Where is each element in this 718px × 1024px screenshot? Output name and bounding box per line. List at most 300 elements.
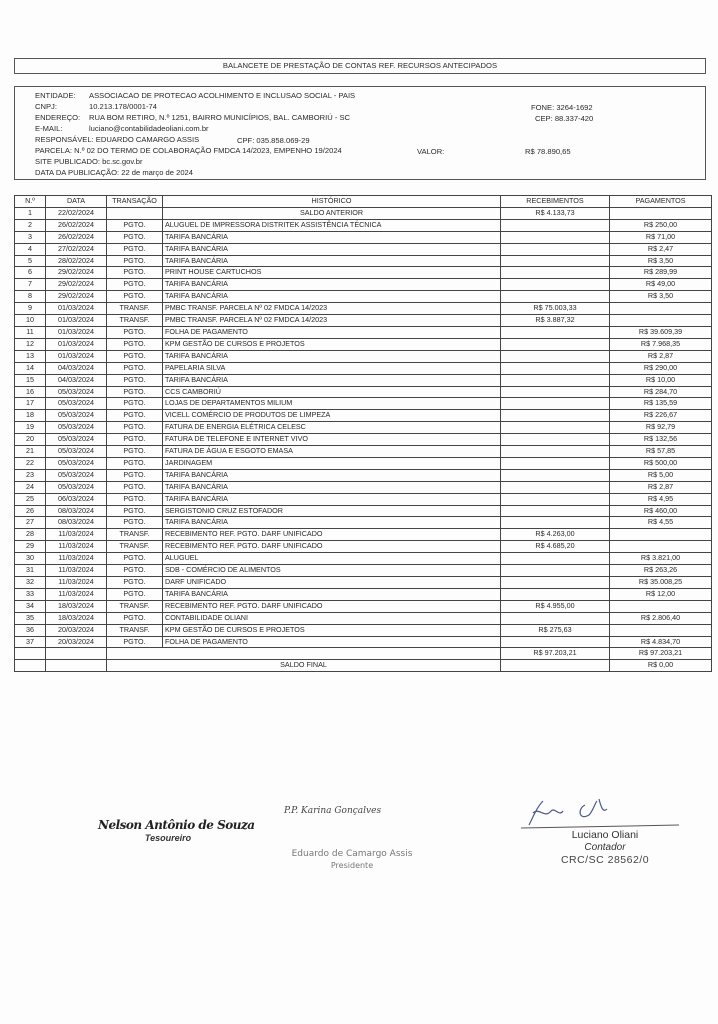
- row-num: 17: [15, 398, 46, 410]
- row-pagamento: R$ 289,99: [610, 267, 712, 279]
- row-historico: KPM GESTÃO DE CURSOS E PROJETOS: [163, 338, 501, 350]
- row-date: 05/03/2024: [46, 398, 107, 410]
- row-pagamento: R$ 35.008,25: [610, 577, 712, 589]
- row-pagamento: [610, 529, 712, 541]
- row-historico: JARDINAGEM: [163, 457, 501, 469]
- row-num: 29: [15, 541, 46, 553]
- responsavel-line: [35, 134, 199, 145]
- row-historico: FATURA DE ENERGIA ELÉTRICA CELESC: [163, 422, 501, 434]
- row-transacao: PGTO.: [107, 493, 163, 505]
- row-historico: VICELL COMÉRCIO DE PRODUTOS DE LIMPEZA: [163, 410, 501, 422]
- row-historico: TARIFA BANCÁRIA: [163, 279, 501, 291]
- row-recebimento: [501, 279, 610, 291]
- row-recebimento: [501, 517, 610, 529]
- table-row: [15, 279, 712, 291]
- row-num: 6: [15, 267, 46, 279]
- endereco-value: RUA BOM RETIRO, N.º 1251, BAIRRO MUNICÍPIOS, BAL. CAMBORIÚ - SC: [89, 113, 351, 122]
- row-historico: TARIFA BANCÁRIA: [163, 243, 501, 255]
- row-pagamento: R$ 4.834,70: [610, 636, 712, 648]
- row-num: 37: [15, 636, 46, 648]
- row-date: 01/03/2024: [46, 326, 107, 338]
- row-pagamento: R$ 284,70: [610, 386, 712, 398]
- row-pagamento: [610, 624, 712, 636]
- contador-crc: CRC/SC 28562/0: [560, 854, 650, 866]
- table-row: [15, 267, 712, 279]
- row-recebimento: [501, 469, 610, 481]
- table-row: [15, 434, 712, 446]
- valor-label: VALOR:: [417, 147, 445, 156]
- row-date: 01/03/2024: [46, 303, 107, 315]
- row-pagamento: R$ 92,79: [610, 422, 712, 434]
- row-pagamento: R$ 4,55: [610, 517, 712, 529]
- row-date: 11/03/2024: [46, 553, 107, 565]
- header-transacao: TRANSAÇÃO: [107, 196, 163, 208]
- row-num: 22: [15, 457, 46, 469]
- contador-signature-mark: [515, 795, 685, 827]
- table-row: [15, 386, 712, 398]
- row-date: 04/03/2024: [46, 374, 107, 386]
- table-row: [15, 398, 712, 410]
- row-pagamento: [610, 600, 712, 612]
- row-date: 04/03/2024: [46, 362, 107, 374]
- row-historico: ALUGUEL DE IMPRESSORA DISTRITEK ASSISTÊNCIA TÉCNICA: [163, 219, 501, 231]
- row-historico: CCS CAMBORIÚ: [163, 386, 501, 398]
- row-recebimento: [501, 457, 610, 469]
- row-recebimento: [501, 493, 610, 505]
- row-pagamento: R$ 460,00: [610, 505, 712, 517]
- row-recebimento: [501, 350, 610, 362]
- table-row: [15, 636, 712, 648]
- saldo-num-cell: [15, 660, 46, 672]
- row-recebimento: [501, 565, 610, 577]
- row-recebimento: R$ 4.263,00: [501, 529, 610, 541]
- row-date: 05/03/2024: [46, 410, 107, 422]
- row-recebimento: [501, 553, 610, 565]
- row-recebimento: R$ 75.003,33: [501, 303, 610, 315]
- row-recebimento: [501, 588, 610, 600]
- row-transacao: TRANSF.: [107, 600, 163, 612]
- row-historico: TARIFA BANCÁRIA: [163, 255, 501, 267]
- row-pagamento: R$ 5,00: [610, 469, 712, 481]
- row-num: 3: [15, 231, 46, 243]
- row-recebimento: [501, 386, 610, 398]
- row-transacao: PGTO.: [107, 457, 163, 469]
- row-transacao: TRANSF.: [107, 529, 163, 541]
- row-historico: DARF UNIFICADO: [163, 577, 501, 589]
- row-date: 20/03/2024: [46, 636, 107, 648]
- row-num: 9: [15, 303, 46, 315]
- row-date: 05/03/2024: [46, 386, 107, 398]
- row-recebimento: [501, 362, 610, 374]
- email-line: [35, 123, 209, 134]
- row-transacao: PGTO.: [107, 231, 163, 243]
- table-row: [15, 255, 712, 267]
- row-recebimento: [501, 577, 610, 589]
- table-row: [15, 505, 712, 517]
- row-pagamento: [610, 303, 712, 315]
- row-historico: PAPELARIA SILVA: [163, 362, 501, 374]
- row-historico: TARIFA BANCÁRIA: [163, 588, 501, 600]
- row-historico: TARIFA BANCÁRIA: [163, 374, 501, 386]
- row-pagamento: R$ 2,47: [610, 243, 712, 255]
- row-pagamento: R$ 4,95: [610, 493, 712, 505]
- row-historico: SERGISTONIO CRUZ ESTOFADOR: [163, 505, 501, 517]
- parcela-value: PARCELA: N.º 02 DO TERMO DE COLABORAÇÃO FMDCA 14/2023, EMPENHO 19/2024: [35, 146, 342, 155]
- row-pagamento: R$ 263,26: [610, 565, 712, 577]
- row-num: 16: [15, 386, 46, 398]
- row-transacao: TRANSF.: [107, 541, 163, 553]
- contador-block: [520, 829, 690, 866]
- row-num: 24: [15, 481, 46, 493]
- row-pagamento: R$ 7.968,35: [610, 338, 712, 350]
- row-historico: KPM GESTÃO DE CURSOS E PROJETOS: [163, 624, 501, 636]
- presidente-block: [272, 849, 432, 870]
- row-num: 8: [15, 291, 46, 303]
- row-recebimento: [501, 267, 610, 279]
- row-transacao: PGTO.: [107, 267, 163, 279]
- row-pagamento: R$ 290,00: [610, 362, 712, 374]
- table-row: [15, 315, 712, 327]
- row-recebimento: R$ 4.133,73: [501, 207, 610, 219]
- data-publicacao-line: [35, 167, 193, 178]
- table-row: [15, 291, 712, 303]
- cnpj-value: 10.213.178/0001-74: [89, 102, 157, 111]
- row-transacao: PGTO.: [107, 326, 163, 338]
- row-recebimento: [501, 410, 610, 422]
- row-recebimento: [501, 326, 610, 338]
- row-date: 05/03/2024: [46, 422, 107, 434]
- row-num: 13: [15, 350, 46, 362]
- row-historico: TARIFA BANCÁRIA: [163, 231, 501, 243]
- row-recebimento: [501, 374, 610, 386]
- row-date: 29/02/2024: [46, 279, 107, 291]
- row-num: 15: [15, 374, 46, 386]
- row-transacao: PGTO.: [107, 362, 163, 374]
- row-recebimento: [501, 243, 610, 255]
- row-recebimento: [501, 338, 610, 350]
- row-historico: RECEBIMENTO REF. PGTO. DARF UNIFICADO: [163, 600, 501, 612]
- row-transacao: PGTO.: [107, 469, 163, 481]
- valor-value: R$ 78.890,65: [525, 147, 571, 156]
- entidade-label: ENTIDADE:: [35, 91, 76, 100]
- table-row: [15, 219, 712, 231]
- contador-role: Contador: [584, 842, 626, 853]
- row-num: 25: [15, 493, 46, 505]
- row-pagamento: R$ 3,50: [610, 291, 712, 303]
- site-value: SITE PUBLICADO: bc.sc.gov.br: [35, 157, 143, 166]
- table-row: [15, 481, 712, 493]
- row-transacao: PGTO.: [107, 219, 163, 231]
- total-pagamentos: R$ 97.203,21: [610, 648, 712, 660]
- row-date: 01/03/2024: [46, 350, 107, 362]
- row-transacao: PGTO.: [107, 553, 163, 565]
- row-num: 23: [15, 469, 46, 481]
- table-row: [15, 410, 712, 422]
- row-transacao: PGTO.: [107, 338, 163, 350]
- row-date: 05/03/2024: [46, 469, 107, 481]
- saldo-final-value: R$ 0,00: [610, 660, 712, 672]
- row-date: 11/03/2024: [46, 588, 107, 600]
- row-date: 08/03/2024: [46, 505, 107, 517]
- row-transacao: PGTO.: [107, 577, 163, 589]
- row-historico: TARIFA BANCÁRIA: [163, 469, 501, 481]
- row-date: 11/03/2024: [46, 565, 107, 577]
- row-recebimento: [501, 291, 610, 303]
- row-transacao: PGTO.: [107, 279, 163, 291]
- header-pagamentos: PAGAMENTOS: [610, 196, 712, 208]
- entidade-value: ASSOCIACAO DE PROTECAO ACOLHIMENTO E INCLUSAO SOCIAL - PAIS: [89, 91, 356, 100]
- saldo-date-cell: [46, 660, 107, 672]
- row-recebimento: [501, 481, 610, 493]
- row-historico: TARIFA BANCÁRIA: [163, 493, 501, 505]
- row-num: 30: [15, 553, 46, 565]
- row-date: 01/03/2024: [46, 315, 107, 327]
- row-transacao: [107, 207, 163, 219]
- row-date: 18/03/2024: [46, 600, 107, 612]
- row-num: 19: [15, 422, 46, 434]
- table-row: [15, 326, 712, 338]
- row-num: 35: [15, 612, 46, 624]
- ledger-table: [14, 195, 712, 672]
- row-num: 26: [15, 505, 46, 517]
- endereco-label: ENDEREÇO:: [35, 113, 81, 122]
- row-date: 05/03/2024: [46, 457, 107, 469]
- row-date: 26/02/2024: [46, 231, 107, 243]
- row-num: 1: [15, 207, 46, 219]
- row-num: 2: [15, 219, 46, 231]
- row-historico: SALDO ANTERIOR: [163, 207, 501, 219]
- header-num: N.º: [15, 196, 46, 208]
- row-num: 5: [15, 255, 46, 267]
- fone-value: FONE: 3264-1692: [531, 103, 593, 112]
- row-recebimento: [501, 398, 610, 410]
- row-recebimento: [501, 255, 610, 267]
- row-pagamento: R$ 132,56: [610, 434, 712, 446]
- cnpj-label: CNPJ:: [35, 102, 57, 111]
- row-num: 27: [15, 517, 46, 529]
- table-row: [15, 350, 712, 362]
- row-date: 08/03/2024: [46, 517, 107, 529]
- row-transacao: PGTO.: [107, 243, 163, 255]
- table-row: [15, 207, 712, 219]
- saldo-rec-cell: [501, 660, 610, 672]
- row-pagamento: R$ 500,00: [610, 457, 712, 469]
- row-date: 20/03/2024: [46, 624, 107, 636]
- row-transacao: PGTO.: [107, 410, 163, 422]
- row-num: 34: [15, 600, 46, 612]
- row-historico: RECEBIMENTO REF. PGTO. DARF UNIFICADO: [163, 529, 501, 541]
- row-transacao: PGTO.: [107, 636, 163, 648]
- row-historico: LOJAS DE DEPARTAMENTOS MILIUM: [163, 398, 501, 410]
- row-recebimento: [501, 219, 610, 231]
- row-num: 11: [15, 326, 46, 338]
- row-transacao: PGTO.: [107, 517, 163, 529]
- table-row: [15, 541, 712, 553]
- row-transacao: PGTO.: [107, 422, 163, 434]
- table-row: [15, 457, 712, 469]
- table-row: [15, 493, 712, 505]
- row-historico: TARIFA BANCÁRIA: [163, 481, 501, 493]
- row-historico: TARIFA BANCÁRIA: [163, 350, 501, 362]
- row-date: 05/03/2024: [46, 434, 107, 446]
- table-row: [15, 374, 712, 386]
- table-row: [15, 231, 712, 243]
- row-recebimento: R$ 3.887,32: [501, 315, 610, 327]
- row-date: 26/02/2024: [46, 219, 107, 231]
- totals-date-cell: [46, 648, 107, 660]
- row-historico: PRINT HOUSE CARTUCHOS: [163, 267, 501, 279]
- saldo-final-label: SALDO FINAL: [107, 660, 501, 672]
- table-row: [15, 600, 712, 612]
- table-row: [15, 517, 712, 529]
- row-historico: FATURA DE ÁGUA E ESGOTO EMASA: [163, 446, 501, 458]
- row-transacao: PGTO.: [107, 588, 163, 600]
- row-recebimento: [501, 231, 610, 243]
- parcela-line: [35, 145, 342, 156]
- tesoureiro-signature-block: [98, 818, 255, 843]
- total-recebimentos: R$ 97.203,21: [501, 648, 610, 660]
- row-pagamento: R$ 2.806,40: [610, 612, 712, 624]
- table-row: [15, 577, 712, 589]
- endereco-line: [35, 112, 351, 123]
- document-title: BALANCETE DE PRESTAÇÃO DE CONTAS REF. RECURSOS ANTECIPADOS: [14, 58, 706, 74]
- header-data: DATA: [46, 196, 107, 208]
- row-recebimento: [501, 446, 610, 458]
- tesoureiro-signature: Nelson Antônio de Souza: [98, 818, 255, 832]
- totals-label-cell: [107, 648, 501, 660]
- row-transacao: PGTO.: [107, 565, 163, 577]
- row-recebimento: [501, 612, 610, 624]
- row-recebimento: [501, 422, 610, 434]
- email-value: luciano@contabilidadeoliani.com.br: [89, 124, 209, 133]
- table-header-row: [15, 196, 712, 208]
- row-pagamento: R$ 39.609,39: [610, 326, 712, 338]
- row-num: 33: [15, 588, 46, 600]
- row-date: 27/02/2024: [46, 243, 107, 255]
- row-transacao: PGTO.: [107, 291, 163, 303]
- row-num: 21: [15, 446, 46, 458]
- row-date: 28/02/2024: [46, 255, 107, 267]
- row-date: 11/03/2024: [46, 529, 107, 541]
- row-pagamento: R$ 71,00: [610, 231, 712, 243]
- row-historico: PMBC TRANSF. PARCELA Nº 02 FMDCA 14/2023: [163, 315, 501, 327]
- row-historico: CONTABILIDADE OLIANI: [163, 612, 501, 624]
- row-date: 22/02/2024: [46, 207, 107, 219]
- table-row: [15, 469, 712, 481]
- data-publicacao-value: DATA DA PUBLICAÇÃO: 22 de março de 2024: [35, 168, 193, 177]
- row-date: 06/03/2024: [46, 493, 107, 505]
- row-recebimento: [501, 505, 610, 517]
- row-pagamento: R$ 2,87: [610, 350, 712, 362]
- row-num: 10: [15, 315, 46, 327]
- row-transacao: PGTO.: [107, 505, 163, 517]
- table-row: [15, 243, 712, 255]
- row-historico: PMBC TRANSF. PARCELA Nº 02 FMDCA 14/2023: [163, 303, 501, 315]
- table-row: [15, 565, 712, 577]
- row-transacao: TRANSF.: [107, 315, 163, 327]
- row-historico: TARIFA BANCÁRIA: [163, 291, 501, 303]
- email-label: E-MAIL:: [35, 124, 63, 133]
- row-transacao: PGTO.: [107, 398, 163, 410]
- row-transacao: TRANSF.: [107, 303, 163, 315]
- row-num: 18: [15, 410, 46, 422]
- row-historico: RECEBIMENTO REF. PGTO. DARF UNIFICADO: [163, 541, 501, 553]
- row-date: 18/03/2024: [46, 612, 107, 624]
- row-pagamento: [610, 315, 712, 327]
- contador-name: Luciano Oliani: [571, 829, 639, 841]
- row-pagamento: R$ 57,85: [610, 446, 712, 458]
- row-transacao: PGTO.: [107, 481, 163, 493]
- row-recebimento: [501, 636, 610, 648]
- row-transacao: TRANSF.: [107, 624, 163, 636]
- table-row: [15, 553, 712, 565]
- row-pagamento: R$ 3.821,00: [610, 553, 712, 565]
- table-row: [15, 612, 712, 624]
- row-transacao: PGTO.: [107, 255, 163, 267]
- row-pagamento: R$ 250,00: [610, 219, 712, 231]
- presidente-role: Presidente: [330, 861, 374, 870]
- presidente-handwritten: [284, 800, 444, 818]
- entity-info-box: [14, 86, 706, 180]
- table-row: [15, 303, 712, 315]
- row-pagamento: R$ 3,50: [610, 255, 712, 267]
- row-historico: FATURA DE TELEFONE E INTERNET VIVO: [163, 434, 501, 446]
- row-pagamento: R$ 10,00: [610, 374, 712, 386]
- responsavel-value: RESPONSÁVEL: EDUARDO CAMARGO ASSIS: [35, 135, 200, 144]
- row-transacao: PGTO.: [107, 386, 163, 398]
- row-date: 05/03/2024: [46, 446, 107, 458]
- row-num: 31: [15, 565, 46, 577]
- ledger-body: [15, 207, 712, 648]
- row-pagamento: R$ 12,00: [610, 588, 712, 600]
- row-num: 20: [15, 434, 46, 446]
- row-pagamento: R$ 49,00: [610, 279, 712, 291]
- pp-signature: P.P. Karina Gonçalves: [284, 806, 382, 816]
- row-historico: FOLHA DE PAGAMENTO: [163, 326, 501, 338]
- row-transacao: PGTO.: [107, 612, 163, 624]
- row-date: 01/03/2024: [46, 338, 107, 350]
- totals-num-cell: [15, 648, 46, 660]
- row-transacao: PGTO.: [107, 446, 163, 458]
- row-recebimento: R$ 4.955,00: [501, 600, 610, 612]
- row-transacao: PGTO.: [107, 350, 163, 362]
- row-num: 14: [15, 362, 46, 374]
- presidente-name: Eduardo de Camargo Assis: [291, 849, 413, 859]
- row-historico: SDB - COMÉRCIO DE ALIMENTOS: [163, 565, 501, 577]
- table-row: [15, 422, 712, 434]
- row-transacao: PGTO.: [107, 374, 163, 386]
- row-pagamento: [610, 207, 712, 219]
- row-transacao: PGTO.: [107, 434, 163, 446]
- row-num: 4: [15, 243, 46, 255]
- row-historico: ALUGUEL: [163, 553, 501, 565]
- row-num: 28: [15, 529, 46, 541]
- table-row: [15, 446, 712, 458]
- row-historico: TARIFA BANCÁRIA: [163, 517, 501, 529]
- cep-value: CEP: 88.337-420: [535, 114, 594, 123]
- contador-signature-scribble: [515, 795, 685, 829]
- row-recebimento: R$ 4.685,20: [501, 541, 610, 553]
- row-date: 11/03/2024: [46, 577, 107, 589]
- totals-row: [15, 648, 712, 660]
- table-row: [15, 624, 712, 636]
- header-recebimentos: RECEBIMENTOS: [501, 196, 610, 208]
- site-line: [35, 156, 142, 167]
- tesoureiro-role: Tesoureiro: [144, 833, 192, 843]
- row-num: 12: [15, 338, 46, 350]
- row-recebimento: R$ 275,63: [501, 624, 610, 636]
- table-row: [15, 529, 712, 541]
